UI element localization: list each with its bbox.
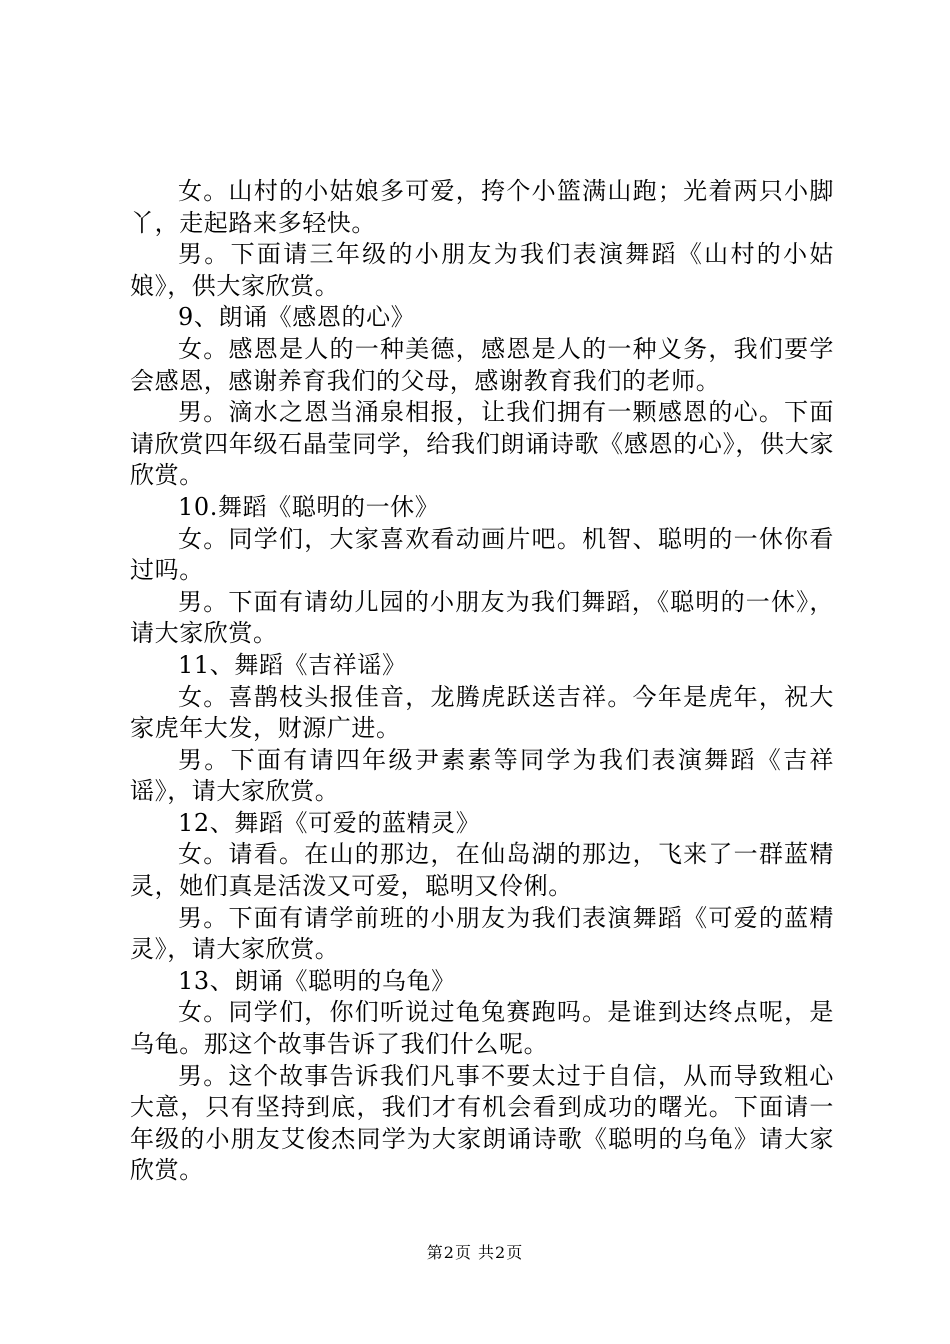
- paragraph: 男。下面有请四年级尹素素等同学为我们表演舞蹈《吉祥谣》，请大家欣赏。: [130, 745, 834, 806]
- paragraph: 男。滴水之恩当涌泉相报，让我们拥有一颗感恩的心。下面请欣赏四年级石晶莹同学，给我们朗诵诗歌《感恩的心》，供大家欣赏。: [130, 398, 834, 490]
- section-heading: 11、舞蹈《吉祥谣》: [178, 650, 407, 679]
- paragraph: 女。感恩是人的一种美德，感恩是人的一种义务，我们要学会感恩，感谢养育我们的父母，感谢教育我们的老师。: [130, 334, 834, 395]
- section-heading: 10.舞蹈《聪明的一休》: [178, 492, 440, 521]
- document-body: [130, 176, 834, 1187]
- paragraph: 女。同学们，大家喜欢看动画片吧。机智、聪明的一休你看过吗。: [130, 524, 834, 585]
- paragraph: 女。喜鹊枝头报佳音，龙腾虎跃送吉祥。今年是虎年，祝大家虎年大发，财源广进。: [130, 682, 834, 743]
- paragraph: 男。下面有请学前班的小朋友为我们表演舞蹈《可爱的蓝精灵》，请大家欣赏。: [130, 903, 834, 964]
- section-heading: 12、舞蹈《可爱的蓝精灵》: [178, 808, 481, 837]
- paragraph: 女。同学们，你们听说过龟兔赛跑吗。是谁到达终点呢，是乌龟。那这个故事告诉了我们什么呢。: [130, 998, 834, 1059]
- section-heading: 9、朗诵《感恩的心》: [178, 303, 416, 332]
- paragraph: 男。下面请三年级的小朋友为我们表演舞蹈《山村的小姑娘》，供大家欣赏。: [130, 240, 834, 300]
- section-heading: 13、朗诵《聪明的乌龟》: [178, 966, 456, 995]
- paragraph: 女。山村的小姑娘多可爱，挎个小篮满山跑；光着两只小脚丫，走起路来多轻快。: [130, 177, 834, 237]
- paragraph: 男。下面有请幼儿园的小朋友为我们舞蹈，《聪明的一休》，请大家欣赏。: [130, 587, 834, 648]
- paragraph: 女。请看。在山的那边，在仙岛湖的那边，飞来了一群蓝精灵，她们真是活泼又可爱，聪明又伶俐。: [130, 840, 834, 901]
- paragraph: 男。这个故事告诉我们凡事不要太过于自信，从而导致粗心大意，只有坚持到底，我们才有机会看到成功的曙光。下面请一年级的小朋友艾俊杰同学为大家朗诵诗歌《聪明的乌龟》请大家欣赏。: [130, 1061, 834, 1185]
- page-footer: [0, 1243, 950, 1263]
- page-number-label: 第2页 共2页: [426, 1243, 524, 1262]
